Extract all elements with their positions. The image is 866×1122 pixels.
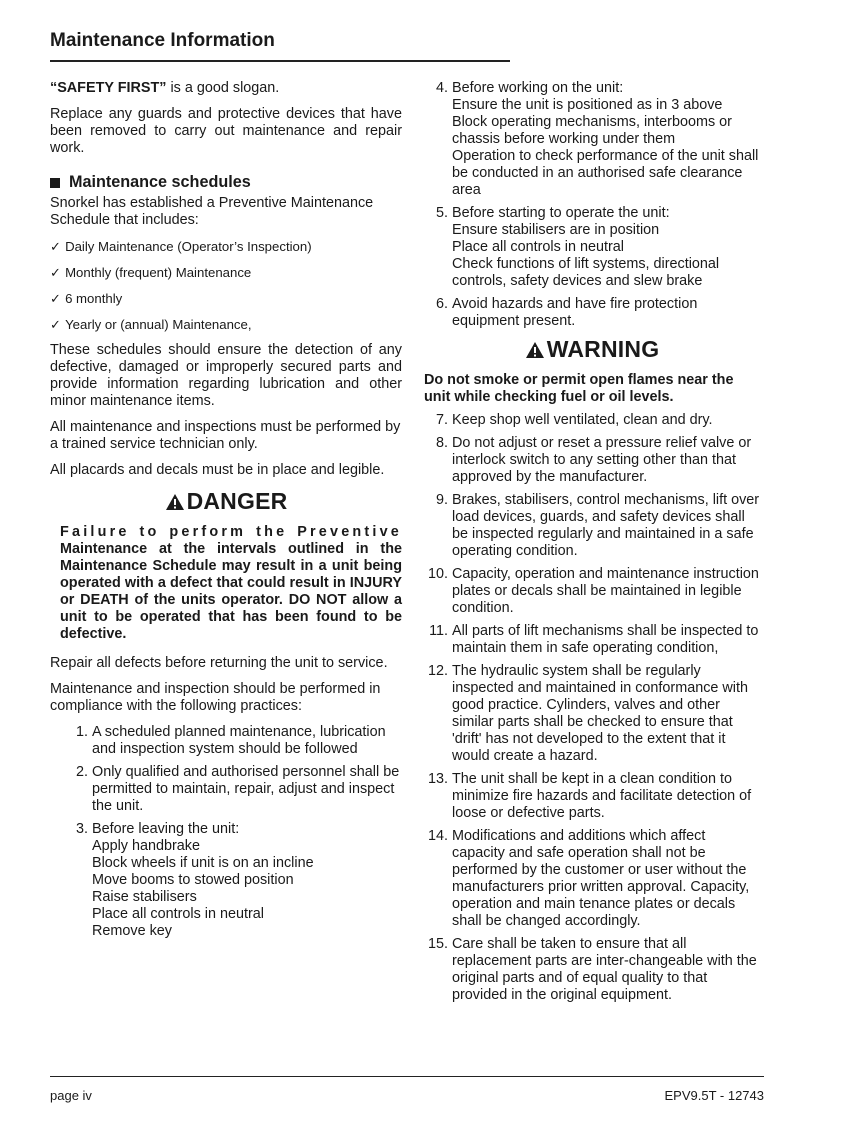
- left-column: [50, 80, 402, 946]
- checkmark-icon: ✓: [50, 265, 62, 280]
- list-item: [424, 205, 760, 290]
- right-column: [424, 80, 760, 1010]
- list-item-text: Before leaving the unit:: [92, 821, 240, 837]
- checkmark-icon: ✓: [50, 291, 62, 306]
- list-item-number: 2.: [75, 764, 88, 780]
- list-item: [424, 412, 760, 429]
- checkmark-icon: ✓: [50, 239, 62, 254]
- list-item-number: 1.: [75, 724, 88, 740]
- list-item: [50, 264, 402, 281]
- square-bullet-icon: [50, 178, 60, 188]
- list-item: [424, 936, 760, 1004]
- list-item-text: Block operating mechanisms, interbooms or chassis before working under them: [452, 114, 732, 147]
- list-item-text: Keep shop well ventilated, clean and dry.: [452, 412, 713, 428]
- list-item-text: The hydraulic system shall be regularly inspected and maintained in conformance with good practice. Cylinders, valves and other similar parts shall be checked to ensure that 'drift' has not developed to the extent that it would create a hazard.: [452, 663, 748, 764]
- section-heading-schedules: [50, 174, 402, 191]
- practices-list-left: [64, 724, 402, 940]
- danger-heading: [50, 488, 402, 514]
- list-item-text: Daily Maintenance (Operator’s Inspection): [65, 239, 312, 254]
- list-item: [50, 290, 402, 307]
- list-item-text: Care shall be taken to ensure that all replacement parts are inter-changeable with the original parts and of equal quality to that provided in the original equipment.: [452, 936, 757, 1003]
- technician-paragraph: All maintenance and inspections must be performed by a trained service technician only.: [50, 419, 401, 452]
- list-item: [424, 296, 760, 330]
- list-item: [64, 724, 402, 758]
- list-item: [424, 663, 760, 765]
- page-number: page iv: [50, 1088, 92, 1103]
- warning-label: WARNING: [546, 336, 660, 362]
- danger-message: [60, 524, 402, 643]
- warning-message: Do not smoke or permit open flames near the unit while checking fuel or oil levels.: [424, 372, 734, 405]
- warning-heading: [424, 336, 760, 362]
- list-item: [424, 435, 760, 486]
- placards-paragraph: All placards and decals must be in place and legible.: [50, 462, 385, 478]
- list-item-text: Place all controls in neutral: [92, 906, 264, 922]
- danger-text-rest: Maintenance at the intervals outlined in the Maintenance Schedule may result in a unit being operated with a defect that could result in INJURY or DEATH of the units operator. DO NOT allow a unit to be operated that has been found to be defective.: [60, 541, 402, 642]
- list-item-number: 15.: [427, 936, 448, 952]
- footer-rule: [50, 1076, 764, 1077]
- list-item-text: All parts of lift mechanisms shall be inspected to maintain them in safe operating condition,: [452, 623, 759, 656]
- section-heading-text: Maintenance schedules: [69, 173, 251, 191]
- list-item-text: Modifications and additions which affect capacity and safe operation shall not be performed by the customer or user without the manufacturers prior written approval. Capacity, operation and main tenance plates or decals shall be changed accordingly.: [452, 828, 750, 929]
- list-item: [64, 821, 402, 940]
- page-title: Maintenance Information: [50, 30, 275, 51]
- practices-list-right-a: [424, 80, 760, 330]
- document-id: EPV9.5T - 12743: [664, 1088, 764, 1103]
- list-item-number: 7.: [435, 412, 448, 428]
- slogan-rest: is a good slogan.: [166, 80, 280, 96]
- list-item-text: Only qualified and authorised personnel shall be permitted to maintain, repair, adjust and inspect the unit.: [92, 764, 400, 814]
- schedule-list: [50, 238, 402, 333]
- list-item-text: Block wheels if unit is on an incline: [92, 855, 314, 871]
- list-item-number: 14.: [427, 828, 448, 844]
- list-item-number: 10.: [427, 566, 448, 582]
- compliance-paragraph: Maintenance and inspection should be performed in compliance with the following practices:: [50, 681, 381, 714]
- danger-label: DANGER: [186, 488, 288, 514]
- list-item: [424, 828, 760, 930]
- list-item-number: 4.: [435, 80, 448, 96]
- list-item-text: Operation to check performance of the unit shall be conducted in an authorised safe clearance area: [452, 148, 759, 198]
- list-item: [424, 771, 760, 822]
- list-item: [50, 316, 402, 333]
- list-item-text: Remove key: [92, 923, 172, 939]
- list-item-text: Check functions of lift systems, directional controls, safety devices and slew brake: [452, 256, 720, 289]
- hazard-triangle-icon: [525, 341, 545, 359]
- checkmark-icon: ✓: [50, 317, 62, 332]
- list-item-number: 5.: [435, 205, 448, 221]
- list-item-text: Ensure stabilisers are in position: [452, 222, 660, 238]
- list-item: [64, 764, 402, 815]
- danger-text-spaced: Failure to perform the Preventive: [60, 524, 402, 540]
- repair-paragraph: Repair all defects before returning the unit to service.: [50, 655, 388, 671]
- list-item-number: 6.: [435, 296, 448, 312]
- schedules-paragraph: These schedules should ensure the detection of any defective, damaged or improperly secured parts and provide information regarding lubrication and other minor maintenance items.: [50, 342, 402, 409]
- guards-paragraph: Replace any guards and protective devices that have been removed to carry out maintenance and repair work.: [50, 106, 402, 156]
- list-item-number: 9.: [435, 492, 448, 508]
- safety-slogan: [50, 80, 402, 97]
- list-item-number: 11.: [429, 623, 448, 639]
- list-item-number: 13.: [427, 771, 448, 787]
- list-item-text: Capacity, operation and maintenance instruction plates or decals shall be maintained in legible condition.: [452, 566, 759, 616]
- list-item-text: Brakes, stabilisers, control mechanisms, lift over load devices, guards, and safety devices shall be inspected regularly and maintained in a safe operating condition.: [452, 492, 760, 559]
- list-item-text: Before working on the unit:: [452, 80, 624, 96]
- list-item-text: A scheduled planned maintenance, lubrication and inspection system should be followed: [92, 724, 386, 757]
- list-item-text: 6 monthly: [65, 291, 123, 306]
- list-item-text: Avoid hazards and have fire protection equipment present.: [452, 296, 698, 329]
- list-item-number: 8.: [435, 435, 448, 451]
- list-item-number: 12.: [427, 663, 448, 679]
- list-item-number: 3.: [75, 821, 88, 837]
- list-item-text: Place all controls in neutral: [452, 239, 624, 255]
- list-item-text: Yearly or (annual) Maintenance,: [65, 317, 252, 332]
- list-item: [424, 566, 760, 617]
- list-item-text: Apply handbrake: [92, 838, 201, 854]
- list-item-text: Do not adjust or reset a pressure relief valve or interlock switch to any setting other than that approved by the manufacturer.: [452, 435, 752, 485]
- list-item-text: Move booms to stowed position: [92, 872, 294, 888]
- list-item-text: Monthly (frequent) Maintenance: [65, 265, 252, 280]
- list-item-text: Ensure the unit is positioned as in 3 above: [452, 97, 723, 113]
- list-item-text: Before starting to operate the unit:: [452, 205, 670, 221]
- list-item-text: The unit shall be kept in a clean condition to minimize fire hazards and facilitate detection of loose or defective parts.: [452, 771, 752, 821]
- list-item: [50, 238, 402, 255]
- hazard-triangle-icon: [165, 493, 185, 511]
- schedules-intro: Snorkel has established a Preventive Maintenance Schedule that includes:: [50, 195, 374, 228]
- list-item: [424, 492, 760, 560]
- list-item: [424, 80, 760, 199]
- practices-list-right-b: [424, 412, 760, 1004]
- list-item: [424, 623, 760, 657]
- list-item-text: Raise stabilisers: [92, 889, 197, 905]
- slogan-bold: “SAFETY FIRST”: [50, 80, 167, 96]
- header-rule: [50, 60, 510, 62]
